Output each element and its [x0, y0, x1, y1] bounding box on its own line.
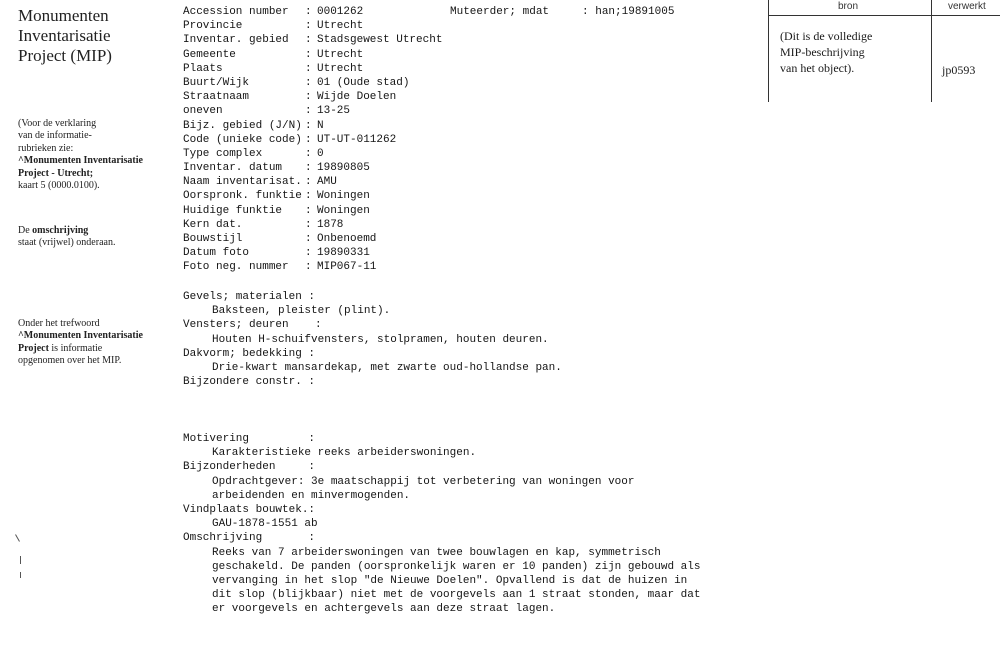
- keyword-note: [18, 305, 178, 368]
- field-value: AMU: [317, 176, 337, 189]
- field-value: 19890805: [317, 162, 370, 175]
- scan-mark: [20, 572, 21, 578]
- field-key: Buurt/Wijk: [183, 76, 250, 89]
- field-key: Gemeente: [183, 48, 236, 61]
- sidebar: [18, 6, 178, 366]
- muteerder-field: Muteerder; mdat : han;19891005: [450, 6, 675, 18]
- field-row: Huidige funktie : Woningen: [183, 204, 370, 217]
- field-key: Plaats: [183, 62, 223, 75]
- field-key: Provincie: [183, 20, 243, 33]
- field-row: Naam inventarisat. : AMU: [183, 176, 337, 189]
- field-value: Woningen: [317, 204, 370, 217]
- field-value: Onbenoemd: [317, 233, 377, 245]
- field-row: Inventar. gebied : Stadsgewest Utrecht: [183, 34, 443, 47]
- section-text: Reeks van 7 arbeiderswoningen van twee bouwlagen en kap, symmetrisch geschakeld. De panden (oorspronkelijk waren er 10 panden) zijn gebouwd als vervanging in het slop "de Nieuwe Doelen". Opvallend is dat de huizen in dit slop (blijkbaar) niet met de voorgevels aan 1 straat stonden, maar dat er voorgevels en achtergevels aan deze straat lagen.: [212, 546, 701, 616]
- bron-text: (Dit is de volledige MIP-beschrijving van het object).: [780, 29, 873, 75]
- field-key: Straatnaam: [183, 91, 250, 104]
- description-note-ref: omschrijving: [32, 224, 89, 236]
- document-title: [18, 6, 178, 66]
- bron-header: bron: [838, 1, 859, 12]
- record-fields: [183, 5, 675, 275]
- field-value: MIP067-11: [317, 261, 377, 274]
- field-key: Oorspronk. funktie: [183, 190, 302, 203]
- legend-note-ref: ^Monumenten Inventarisatie Project - Utrecht;: [18, 155, 143, 179]
- field-key: Datum foto: [183, 247, 250, 260]
- field-row: Datum foto : 19890331: [183, 247, 370, 260]
- field-row: Type complex : 0: [183, 147, 324, 160]
- section-heading: Dakvorm; bedekking :: [183, 347, 316, 360]
- field-key: Bijz. gebied (J/N): [183, 119, 302, 132]
- field-key: Type complex: [183, 147, 263, 160]
- description-note-text: staat (vrijwel) onderaan.: [18, 237, 116, 248]
- field-row: Kern dat. : 1878: [183, 218, 344, 231]
- field-value: 19890331: [317, 247, 370, 260]
- field-value: Utrecht: [317, 20, 364, 33]
- field-key: Code (unieke code): [183, 133, 302, 146]
- field-key: Inventar. gebied: [183, 34, 289, 47]
- field-value: N: [317, 119, 324, 132]
- keyword-note-ref: ^Monumenten Inventarisatie Project: [18, 330, 143, 354]
- title-line: Project (MIP): [18, 46, 112, 65]
- field-row: Bouwstijl : Onbenoemd: [183, 233, 377, 245]
- field-key: Accession number: [183, 6, 289, 18]
- source-table: [768, 0, 1000, 102]
- field-row: Oorspronk. funktie : Woningen: [183, 190, 370, 203]
- field-value: UT-UT-011262: [317, 133, 397, 146]
- keyword-note-text: Onder het trefwoord: [18, 317, 100, 329]
- field-row: Provincie : Utrecht: [183, 20, 364, 33]
- field-key: Inventar. datum: [183, 162, 283, 175]
- title-line: Inventarisatie: [18, 26, 111, 45]
- field-key: oneven: [183, 105, 223, 118]
- field-row: Straatnaam : Wijde Doelen: [183, 91, 397, 104]
- scan-mark: [20, 556, 21, 564]
- field-key: Bouwstijl: [183, 233, 243, 245]
- description-note: [18, 212, 178, 250]
- field-value: 13-25: [317, 105, 351, 118]
- field-value: Woningen: [317, 190, 370, 203]
- field-row: Gemeente : Utrecht: [183, 48, 364, 61]
- legend-note: [18, 105, 178, 193]
- field-row: Buurt/Wijk : 01 (Oude stad): [183, 76, 410, 89]
- section-text: Karakteristieke reeks arbeiderswoningen.: [212, 447, 477, 460]
- scan-mark: [15, 534, 20, 541]
- description-note-text: De: [18, 224, 33, 236]
- field-row: oneven : 13-25: [183, 105, 351, 118]
- verwerkt-value: jp0593: [942, 63, 976, 77]
- field-row: Bijz. gebied (J/N) : N: [183, 119, 324, 132]
- legend-note-text: (Voor de verklaring van de informatie- rubrieken zie:: [18, 117, 97, 154]
- field-row: Plaats : Utrecht: [183, 62, 364, 75]
- title-line: Monumenten: [18, 6, 109, 25]
- section-heading: Omschrijving :: [183, 532, 316, 545]
- section-text: Opdrachtgever: 3e maatschappij tot verbetering van woningen voor arbeidenden en minvermogenden.: [212, 475, 635, 502]
- section-heading: Motivering :: [183, 432, 316, 445]
- section-heading: Bijzondere constr. :: [183, 376, 316, 389]
- verwerkt-header: verwerkt: [948, 1, 986, 12]
- field-value: 0001262: [317, 6, 364, 18]
- section-heading: Vensters; deuren :: [183, 319, 322, 332]
- section-heading: Bijzonderheden :: [183, 461, 316, 474]
- section-heading: Gevels; materialen :: [183, 291, 316, 303]
- description-sections: [183, 290, 700, 617]
- keyword-note-text: is informatie opgenomen over het MIP.: [18, 342, 122, 366]
- field-value: Utrecht: [317, 62, 364, 75]
- field-key: Kern dat.: [183, 218, 243, 231]
- field-value: Utrecht: [317, 48, 364, 61]
- field-value: 1878: [317, 218, 344, 231]
- field-row: Foto neg. nummer : MIP067-11: [183, 261, 377, 274]
- field-value: 01 (Oude stad): [317, 76, 410, 89]
- section-text: GAU-1878-1551 ab: [212, 518, 318, 531]
- field-row: Inventar. datum : 19890805: [183, 162, 370, 175]
- field-value: 0: [317, 147, 324, 160]
- section-text: Drie-kwart mansardekap, met zwarte oud-hollandse pan.: [212, 361, 562, 374]
- field-value: Wijde Doelen: [317, 91, 397, 104]
- legend-note-text: kaart 5 (0000.0100).: [18, 180, 100, 191]
- field-key: Huidige funktie: [183, 204, 283, 217]
- table-divider: [768, 15, 1000, 16]
- field-key: Foto neg. nummer: [183, 261, 289, 274]
- field-row: Code (unieke code) : UT-UT-011262: [183, 133, 397, 146]
- field-key: Naam inventarisat.: [183, 176, 302, 189]
- section-text: Houten H-schuifvensters, stolpramen, houten deuren.: [212, 333, 549, 346]
- section-text: Baksteen, pleister (plint).: [212, 305, 391, 318]
- field-row: Accession number : 0001262: [183, 6, 364, 18]
- field-value: Stadsgewest Utrecht: [317, 34, 443, 47]
- section-heading: Vindplaats bouwtek.:: [183, 503, 316, 516]
